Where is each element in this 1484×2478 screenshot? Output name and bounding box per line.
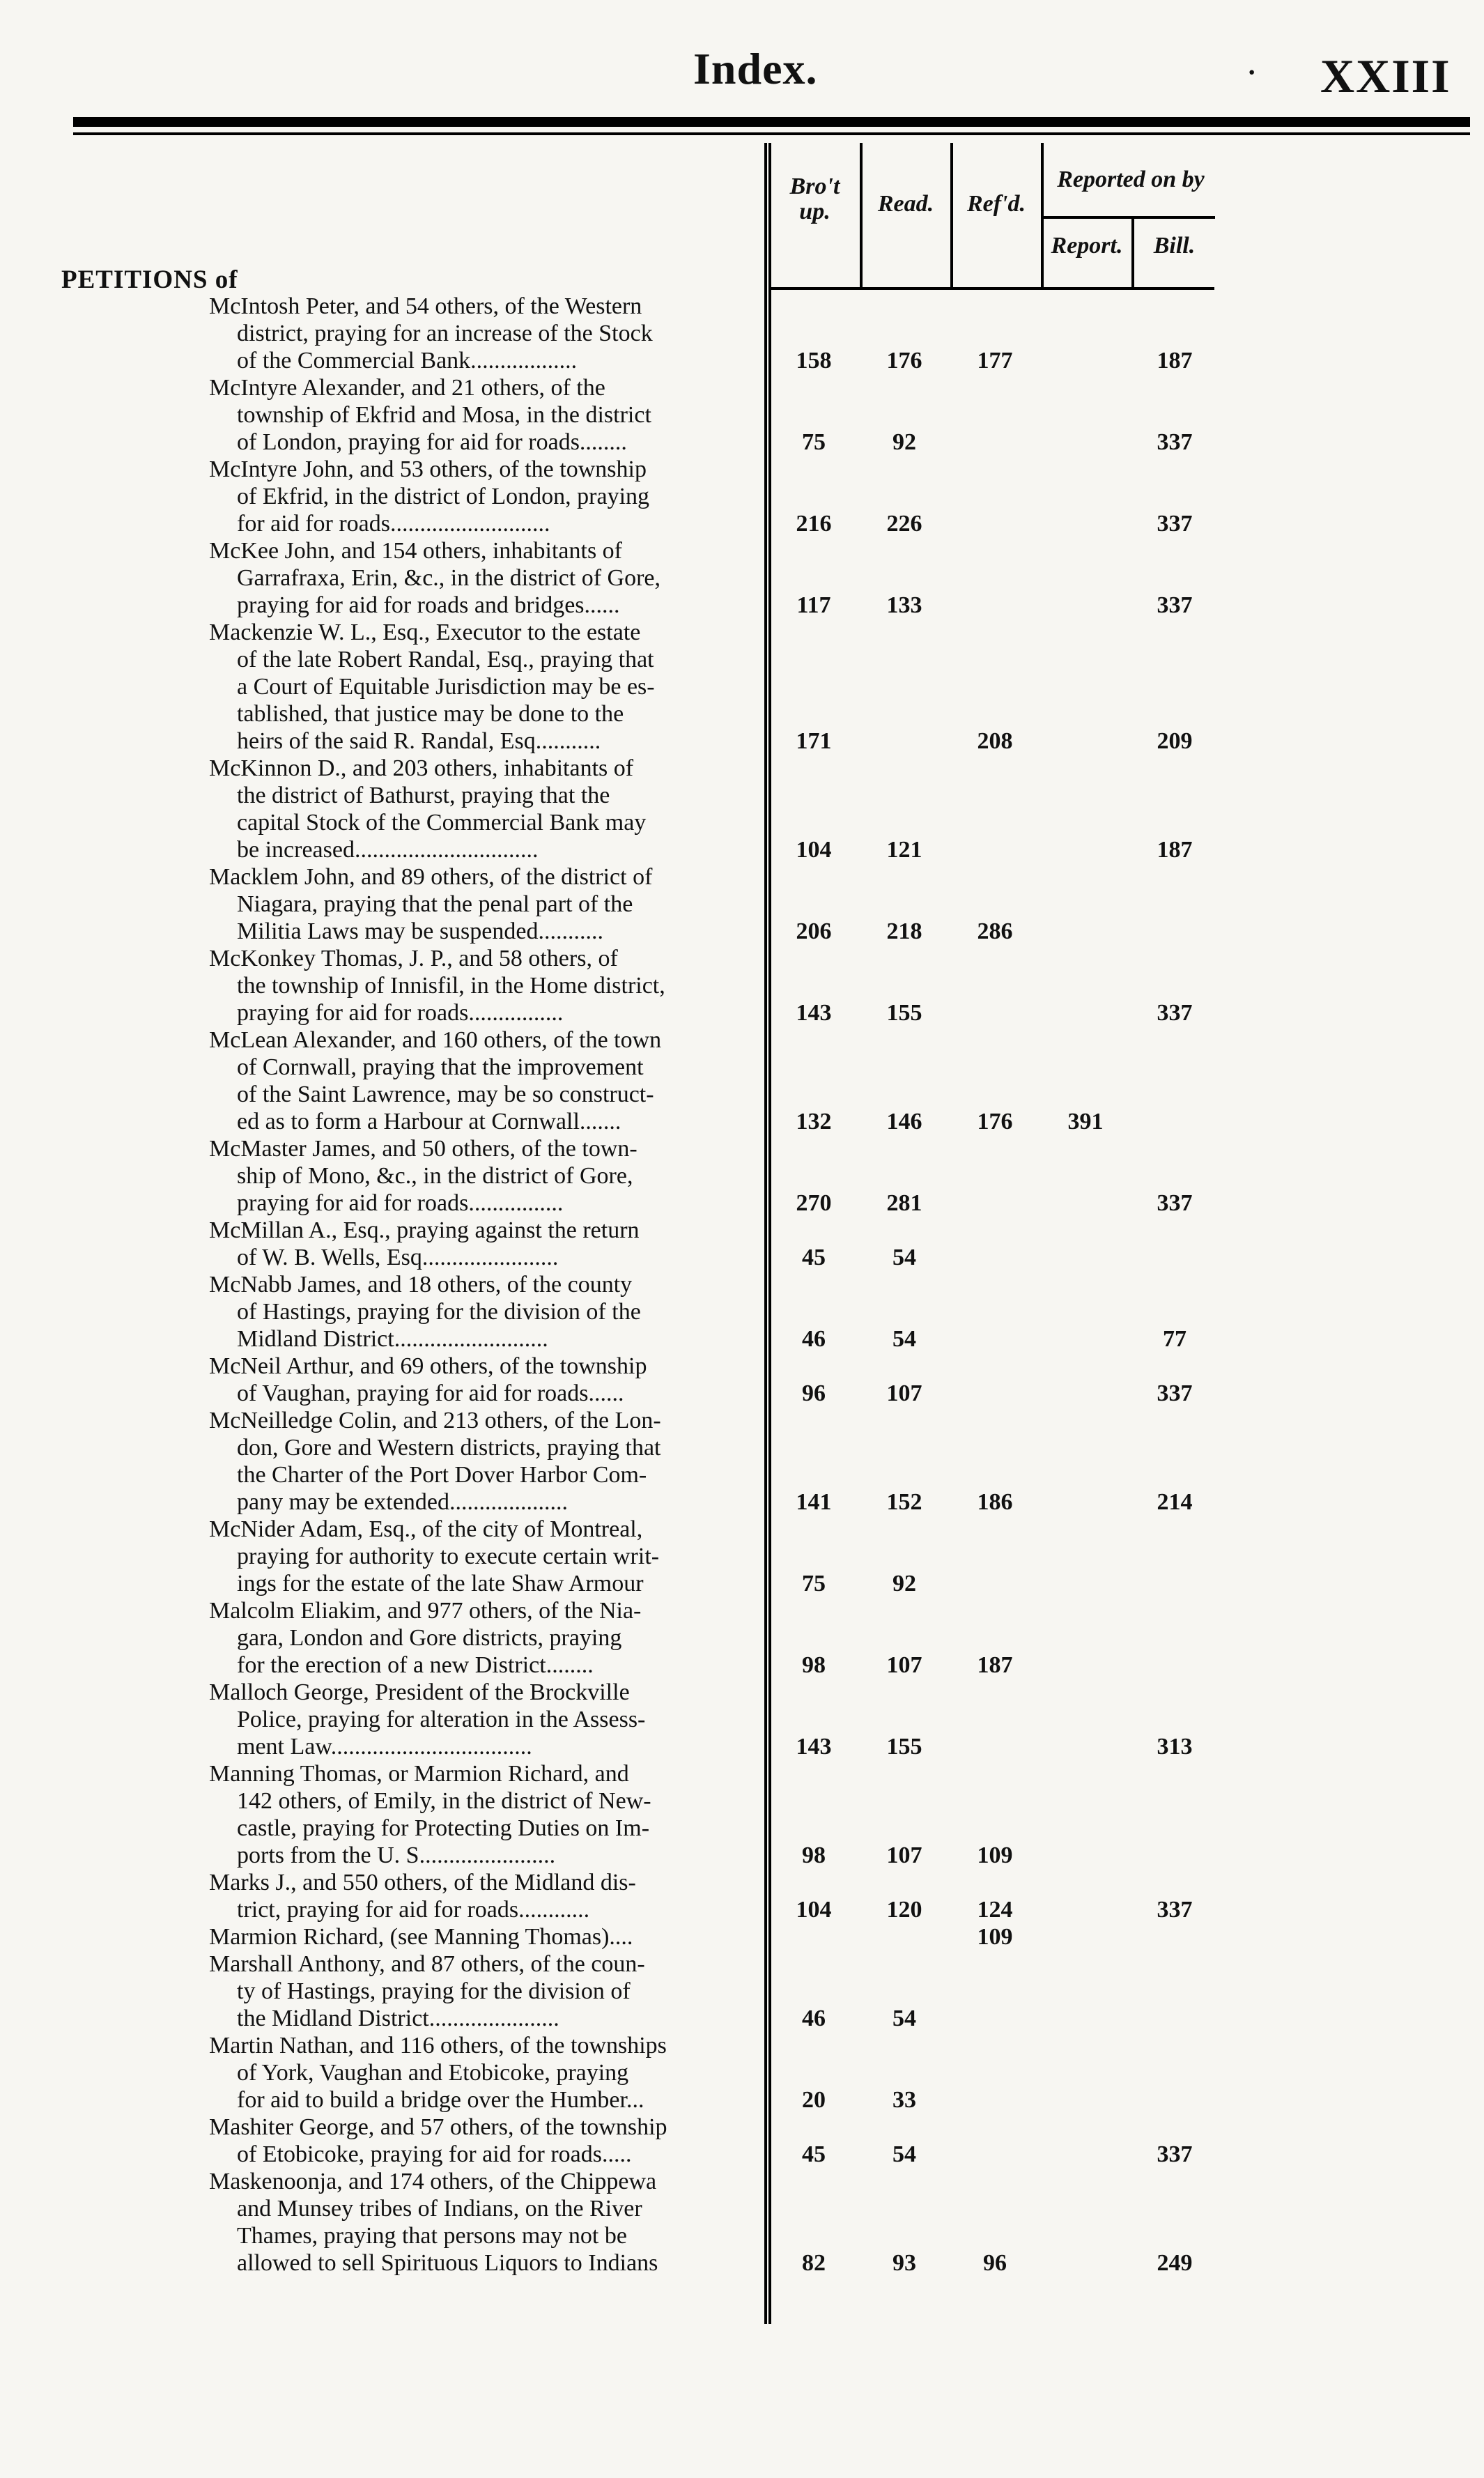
column-header-rule [768,287,1214,290]
petition-entry [209,293,759,374]
bill-page: 77 [1163,1326,1187,1352]
brot-up-page: 141 [796,1489,832,1515]
header-rule-thick [73,117,1470,127]
petition-text-line: of the Commercial Bank.................. [237,348,578,374]
petition-text-line: for aid for roads........................... [237,511,550,537]
read-page: 133 [886,592,922,618]
petition-entry [209,1271,759,1353]
brot-up-page: 46 [802,2006,826,2031]
petitioner-line: McIntyre Alexander, and 21 others, of the [209,375,605,401]
read-page: 107 [886,1652,922,1678]
page-number: XXIII [1320,49,1451,102]
petitioner-line: McIntyre John, and 53 others, of the township [209,456,647,482]
petition-entry [209,1923,759,1950]
petition-entry [209,1217,759,1271]
petition-text-line: ings for the estate of the late Shaw Armour [237,1571,644,1596]
header-rule-thin [73,132,1470,135]
read-page: 218 [886,918,922,944]
brot-up-page: 75 [802,1571,826,1596]
column-divider [768,143,771,2324]
petitioner-line: McNider Adam, Esq., of the city of Montreal, [209,1516,643,1542]
petition-text-line: the Midland District...................... [237,2006,559,2031]
petition-entry [209,945,759,1026]
petitioner-line: McNeilledge Colin, and 213 others, of the Lon- [209,1408,661,1433]
column-header-bill: Bill. [1153,233,1196,259]
petitioner-line: Manning Thomas, or Marmion Richard, and [209,1761,629,1787]
petition-text-line: allowed to sell Spirituous Liquors to Indians [237,2250,658,2276]
petition-text-line: for the erection of a new District........ [237,1652,594,1678]
petition-text-line: of Ekfrid, in the district of London, praying [237,484,650,509]
brot-up-page: 104 [796,837,832,863]
read-page: 226 [886,511,922,537]
bill-page: 337 [1157,1897,1193,1923]
bill-page: 187 [1157,348,1193,374]
petition-text-line: 142 others, of Emily, in the district of New- [237,1788,651,1814]
brot-up-page: 20 [802,2087,826,2113]
read-page: 54 [892,1326,916,1352]
read-page: 176 [886,348,922,374]
brot-up-page: 143 [796,1734,832,1760]
petition-entry [209,1026,759,1135]
bill-page: 337 [1157,511,1193,537]
petition-text-line: Militia Laws may be suspended........... [237,918,603,944]
petition-entry [209,2032,759,2114]
petition-entry [209,1353,759,1407]
petition-text-line: be increased............................... [237,837,539,863]
petition-text-line: township of Ekfrid and Mosa, in the district [237,402,651,428]
petition-entry [209,1597,759,1679]
petition-text-line: a Court of Equitable Jurisdiction may be es- [237,674,655,700]
refd-page: 124 [977,1897,1013,1923]
column-header-reported-on-by: Reported on by [1057,167,1205,192]
petition-entry [209,1135,759,1217]
petitioner-line: Martin Nathan, and 116 others, of the townships [209,2033,667,2058]
read-page: 107 [886,1380,922,1406]
read-page: 152 [886,1489,922,1515]
petitioner-line: Malcolm Eliakim, and 977 others, of the Nia- [209,1598,642,1624]
petitioner-line: Malloch George, President of the Brockville [209,1679,630,1705]
bill-page: 209 [1157,728,1193,754]
refd-page: 208 [977,728,1013,754]
petition-text-line: Midland District.......................... [237,1326,548,1352]
petition-text-line: praying for authority to execute certain writ- [237,1544,660,1569]
petition-text-line: tablished, that justice may be done to the [237,701,624,727]
petition-entry [209,1869,759,1923]
brot-up-page: 132 [796,1109,832,1134]
petition-text-line: castle, praying for Protecting Duties on Im- [237,1815,650,1841]
read-page: 120 [886,1897,922,1923]
petition-entry [209,374,759,456]
petitioner-line: Mashiter George, and 57 others, of the township [209,2114,667,2140]
column-divider [950,143,953,289]
read-page: 54 [892,2006,916,2031]
bill-page: 337 [1157,592,1193,618]
petition-text-line: capital Stock of the Commercial Bank may [237,810,647,836]
read-page: 107 [886,1842,922,1868]
petition-entry [209,1516,759,1597]
refd-page: 176 [977,1109,1013,1134]
read-page: 54 [892,1245,916,1270]
petition-text-line: heirs of the said R. Randal, Esq........... [237,728,601,754]
reported-subheader-rule [1041,216,1215,219]
petition-text-line: Police, praying for alteration in the Assess- [237,1707,646,1732]
bill-page: 337 [1157,1190,1193,1216]
refd-page: 286 [977,918,1013,944]
read-page: 93 [892,2250,916,2276]
petition-entry [209,1950,759,2032]
brot-up-page: 98 [802,1842,826,1868]
read-page: 155 [886,1000,922,1026]
petitioner-line: Marks J., and 550 others, of the Midland dis- [209,1870,636,1895]
petition-entry [209,619,759,755]
petition-text-line: pany may be extended.................... [237,1489,568,1515]
column-header-brot-up: Bro't up. [789,174,840,224]
petition-text-line: don, Gore and Western districts, praying that [237,1435,661,1461]
brot-up-page: 270 [796,1190,832,1216]
refd-page: 187 [977,1652,1013,1678]
petition-text-line: of the Saint Lawrence, may be so construct- [237,1082,654,1107]
petition-text-line: trict, praying for aid for roads............ [237,1897,590,1923]
column-divider [860,143,863,289]
refd-page: 177 [977,348,1013,374]
section-heading: PETITIONS of [61,266,238,294]
petition-text-line: of the late Robert Randal, Esq., praying that [237,647,654,672]
brot-up-page: 82 [802,2250,826,2276]
petition-entry [209,537,759,619]
petition-text-line: for aid to build a bridge over the Humber... [237,2087,644,2113]
petitioner-line: McKonkey Thomas, J. P., and 58 others, of [209,946,618,971]
brot-up-page: 158 [796,348,832,374]
petitioner-line: McLean Alexander, and 160 others, of the town [209,1027,662,1053]
bill-page: 313 [1157,1734,1193,1760]
refd-page: 96 [983,2250,1007,2276]
read-page: 92 [892,1571,916,1596]
petition-text-line: the district of Bathurst, praying that the [237,783,610,808]
petition-text-line: ship of Mono, &c., in the district of Gore, [237,1163,633,1189]
report-page: 391 [1067,1109,1104,1134]
bill-page: 249 [1157,2250,1193,2276]
read-page: 146 [886,1109,922,1134]
brot-up-page: 216 [796,511,832,537]
petition-text-line: the Charter of the Port Dover Harbor Com- [237,1462,647,1488]
petition-text-line: of London, praying for aid for roads........ [237,429,627,455]
petition-entry [209,1760,759,1869]
petition-text-line: district, praying for an increase of the Stock [237,321,653,346]
petitioner-line: McNabb James, and 18 others, of the county [209,1272,633,1298]
page-title: Index. [693,44,818,93]
bill-page: 337 [1157,1380,1193,1406]
bill-page: 337 [1157,1000,1193,1026]
petition-text-line: of Cornwall, praying that the improvement [237,1054,644,1080]
read-page: 155 [886,1734,922,1760]
petition-text-line: of Etobicoke, praying for aid for roads..... [237,2141,632,2167]
refd-page: 186 [977,1489,1013,1515]
brot-up-page: 96 [802,1380,826,1406]
petition-text-line: ty of Hastings, praying for the division of [237,1978,631,2004]
petition-text-line: of York, Vaughan and Etobicoke, praying [237,2060,629,2086]
refd-page: 109 [977,1842,1013,1868]
petition-text-line: praying for aid for roads and bridges...... [237,592,620,618]
bill-page: 337 [1157,2141,1193,2167]
petition-text-line: praying for aid for roads................ [237,1000,564,1026]
brot-up-page: 171 [796,728,832,754]
brot-up-page: 206 [796,918,832,944]
petitioner-line: McNeil Arthur, and 69 others, of the township [209,1353,647,1379]
column-header-refd: Ref'd. [966,191,1026,217]
column-header-report: Report. [1051,233,1123,259]
petitioner-line: McMillan A., Esq., praying against the return [209,1217,640,1243]
petition-text-line: Niagara, praying that the penal part of the [237,891,633,917]
brot-up-page: 75 [802,429,826,455]
petitioner-line: McIntosh Peter, and 54 others, of the Western [209,293,642,319]
read-page: 33 [892,2087,916,2113]
header-dot: · [1247,56,1257,88]
petitioner-line: Mackenzie W. L., Esq., Executor to the estate [209,620,641,645]
petitioner-line: Marmion Richard, (see Manning Thomas).... [209,1924,633,1950]
petition-text-line: Thames, praying that persons may not be [237,2223,627,2249]
petition-text-line: praying for aid for roads................ [237,1190,564,1216]
refd-page: 109 [977,1924,1013,1950]
petitioner-line: McKinnon D., and 203 others, inhabitants of [209,755,634,781]
bill-page: 187 [1157,837,1193,863]
read-page: 92 [892,429,916,455]
petition-text-line: of Hastings, praying for the division of the [237,1299,641,1325]
brot-up-page: 143 [796,1000,832,1026]
petitioner-line: Macklem John, and 89 others, of the district of [209,864,653,890]
brot-up-page: 117 [796,592,831,618]
petition-text-line: gara, London and Gore districts, praying [237,1625,622,1651]
brot-up-page: 45 [802,1245,826,1270]
petition-text-line: ment Law.................................. [237,1734,532,1760]
petition-entry [209,863,759,945]
petition-text-line: of W. B. Wells, Esq....................... [237,1245,559,1270]
column-header-read: Read. [877,191,934,217]
column-divider [764,143,767,2324]
petition-text-line: the township of Innisfil, in the Home district, [237,973,665,999]
brot-up-page: 104 [796,1897,832,1923]
brot-up-page: 45 [802,2141,826,2167]
brot-up-page: 98 [802,1652,826,1678]
petition-text-line: of Vaughan, praying for aid for roads...... [237,1380,624,1406]
petitioner-line: Marshall Anthony, and 87 others, of the coun- [209,1951,645,1977]
petition-entry [209,1679,759,1760]
bill-page: 337 [1157,429,1193,455]
petitioner-line: Maskenoonja, and 174 others, of the Chippewa [209,2169,657,2194]
petitioner-line: McKee John, and 154 others, inhabitants of [209,538,622,564]
read-page: 281 [886,1190,922,1216]
petition-text-line: and Munsey tribes of Indians, on the River [237,2196,642,2222]
read-page: 54 [892,2141,916,2167]
petition-entry [209,755,759,863]
petitioner-line: McMaster James, and 50 others, of the town- [209,1136,637,1162]
petition-text-line: Garrafraxa, Erin, &c., in the district of Gore, [237,565,660,591]
bill-page: 214 [1157,1489,1193,1515]
read-page: 121 [886,837,922,863]
petition-entry [209,1407,759,1516]
petition-text-line: ed as to form a Harbour at Cornwall....... [237,1109,621,1134]
petition-text-line: ports from the U. S....................... [237,1842,556,1868]
petition-entry [209,2114,759,2168]
petition-entry [209,456,759,537]
brot-up-page: 46 [802,1326,826,1352]
petition-entry [209,2168,759,2277]
